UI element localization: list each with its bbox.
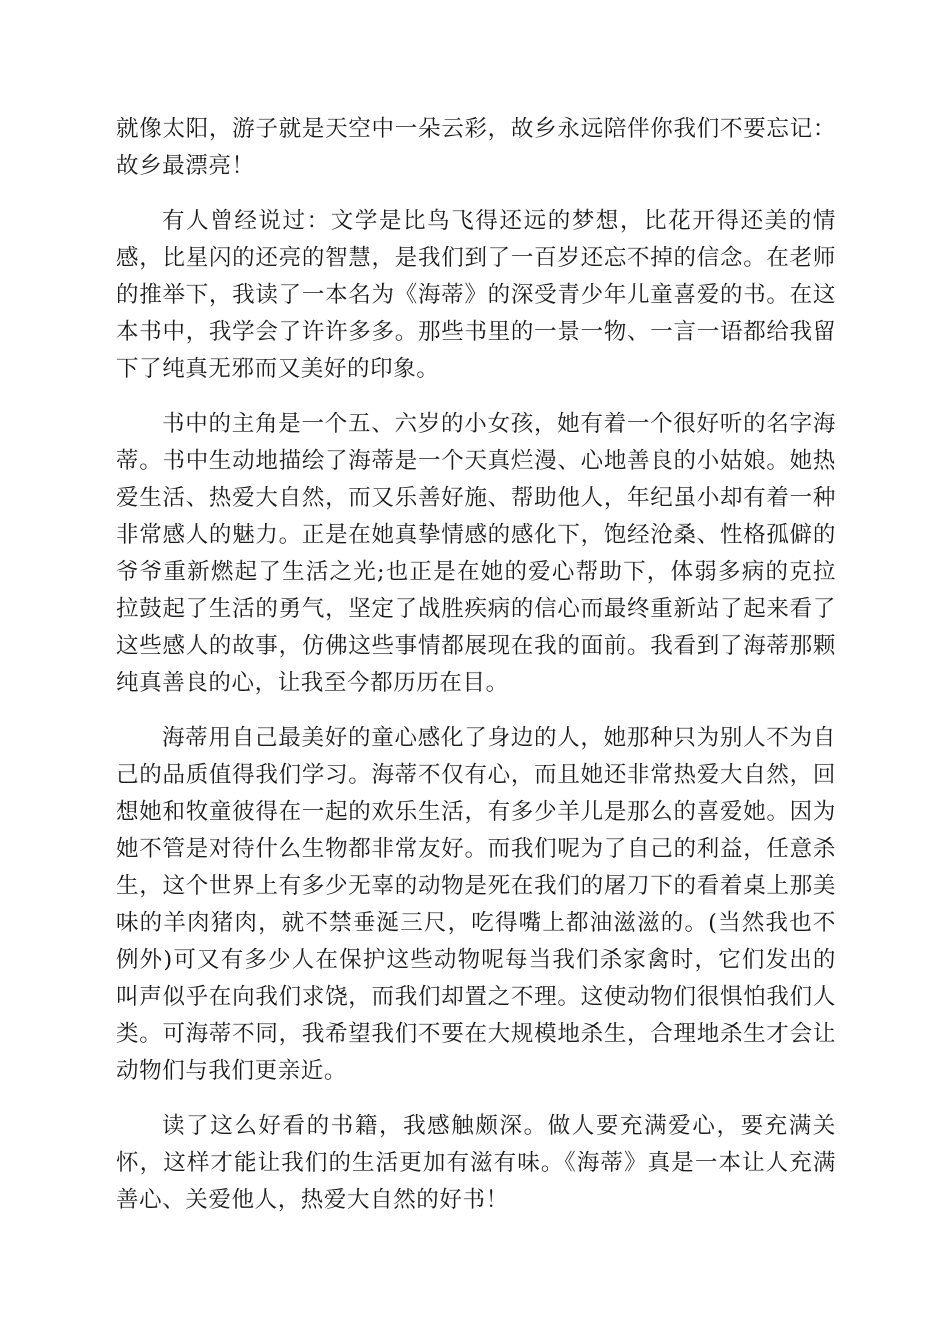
document-page: [116, 111, 836, 1237]
paragraph-literature-quote: 有人曾经说过：文学是比鸟飞得还远的梦想，比花开得还美的情感，比星闪的还亮的智慧，是我们到了一百岁还忘不掉的信念。在老师的推举下，我读了一本名为《海蒂》的深受青少年儿童喜爱的书。在这本书中，我学会了许许多多。那些书里的一景一物、一言一语都给我留下了纯真无邪而又美好的印象。: [116, 208, 836, 382]
paragraph-heidi-character: 书中的主角是一个五、六岁的小女孩，她有着一个很好听的名字海蒂。书中生动地描绘了海蒂是一个天真烂漫、心地善良的小姑娘。她热爱生活、热爱大自然，而又乐善好施、帮助他人，年纪虽小却有着一种非常感人的魅力。正是在她真挚情感的感化下，饱经沧桑、性格孤僻的爷爷重新燃起了生活之光;也正是在她的爱心帮助下，体弱多病的克拉拉鼓起了生活的勇气，坚定了战胜疾病的信心而最终重新站了起来看了这些感人的故事，仿佛这些事情都展现在我的面前。我看到了海蒂那颗纯真善良的心，让我至今都历历在目。: [116, 411, 836, 696]
paragraph-conclusion: 读了这么好看的书籍，我感触颇深。做人要充满爱心，要充满关怀，这样才能让我们的生活更加有滋有味。《海蒂》真是一本让人充满善心、关爱他人，热爱大自然的好书！: [116, 1113, 836, 1213]
paragraph-continuation: 就像太阳，游子就是天空中一朵云彩，故乡永远陪伴你我们不要忘记：故乡最漂亮！: [116, 116, 836, 179]
paragraph-heidi-nature: 海蒂用自己最美好的童心感化了身边的人，她那种只为别人不为自己的品质值得我们学习。海蒂不仅有心，而且她还非常热爱大自然，回想她和牧童彼得在一起的欢乐生活，有多少羊儿是那么的喜爱她。因为她不管是对待什么生物都非常友好。而我们呢为了自己的利益，任意杀生，这个世界上有多少无辜的动物是死在我们的屠刀下的看着桌上那美味的羊肉猪肉，就不禁垂涎三尺，吃得嘴上都油滋滋的。(当然我也不例外)可又有多少人在保护这些动物呢每当我们杀家禽时，它们发出的叫声似乎在向我们求饶，而我们却置之不理。这使动物们很惧怕我们人类。可海蒂不同，我希望我们不要在大规模地杀生，合理地杀生才会让动物们与我们更亲近。: [116, 725, 836, 1084]
